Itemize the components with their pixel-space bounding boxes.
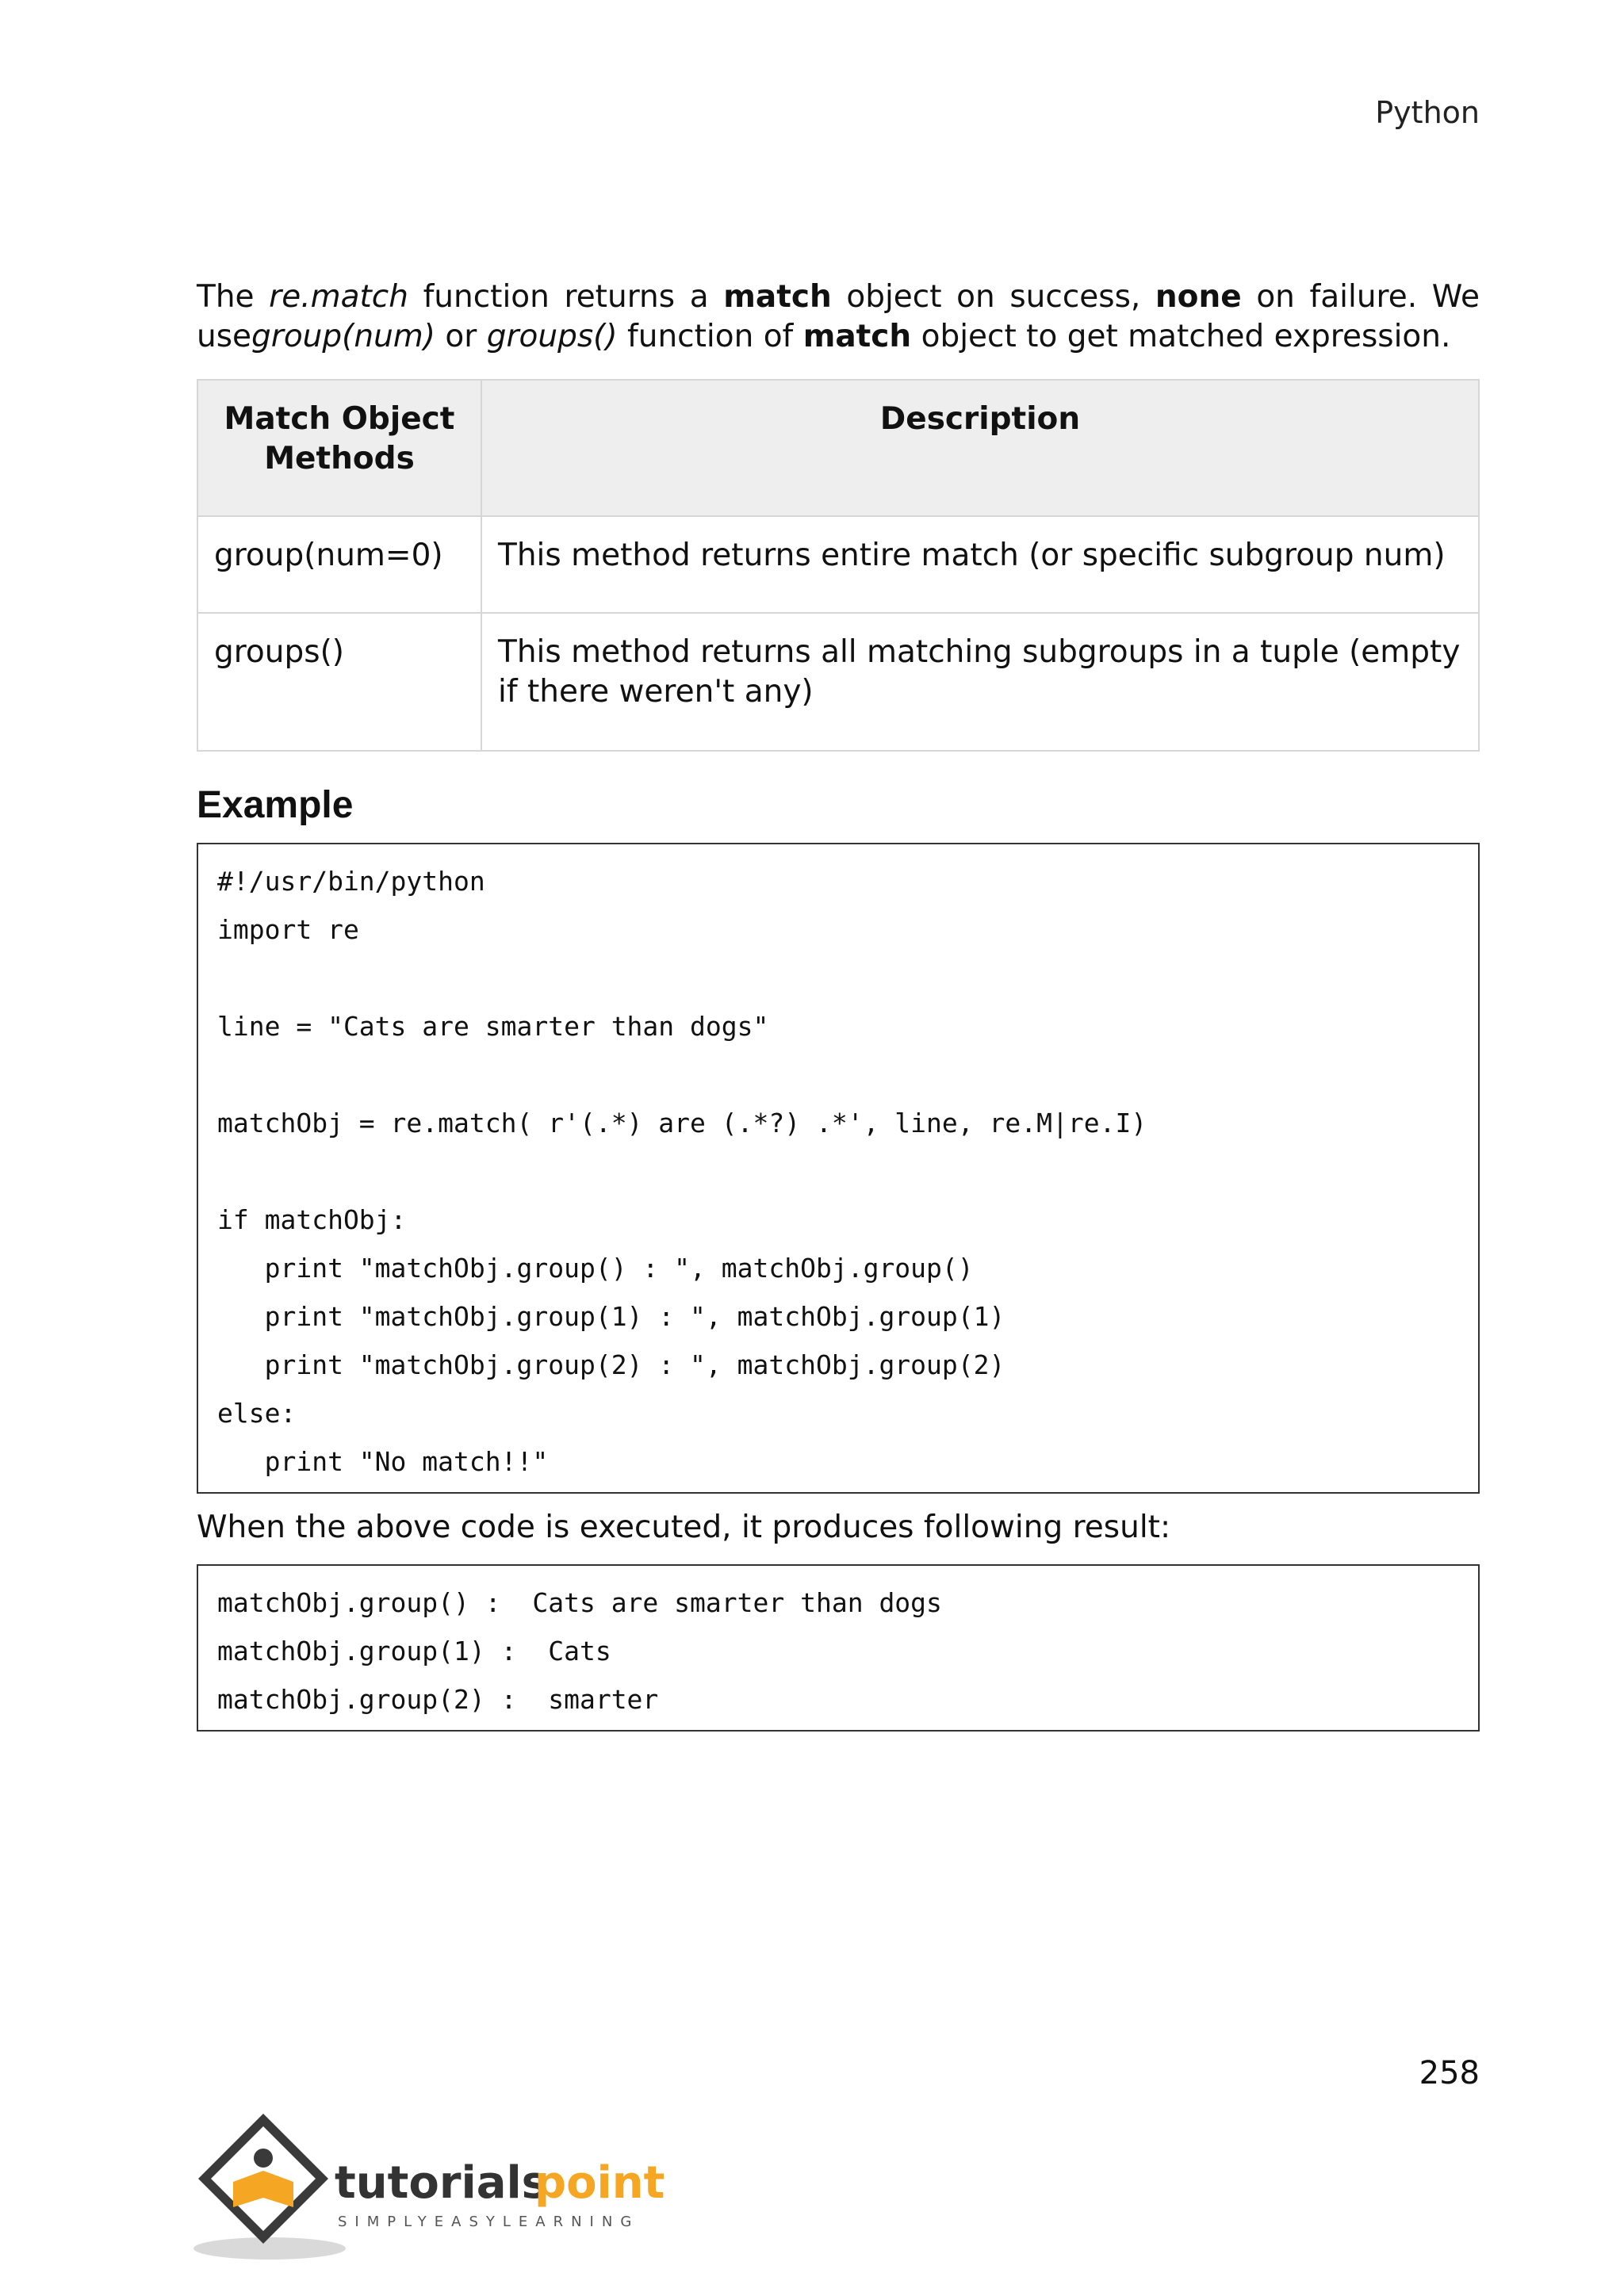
code-line: matchObj = re.match( r'(.*) are (.*?) .*', line, re.M|re.I) [217,1108,1147,1138]
table-cell-method: group(num=0) [197,516,481,613]
output-line: matchObj.group() : Cats are smarter than dogs [217,1587,942,1618]
table-row [197,516,1479,613]
table-header-row [197,380,1479,516]
person-icon [254,2149,273,2168]
code-line: print "matchObj.group(2) : ", matchObj.group(2) [217,1349,1005,1380]
code-line: #!/usr/bin/python [217,866,485,897]
page-content [197,277,1480,1732]
table-row [197,613,1479,751]
code-line [217,954,1459,1002]
logo-text-accent: point [534,2157,665,2209]
code-line: import re [217,914,359,945]
code-line: else: [217,1398,297,1429]
code-line: print "No match!!" [217,1446,549,1477]
code-line [217,1050,1459,1099]
example-heading: Example [197,784,354,826]
example-code-block [197,843,1480,1494]
table-header-methods: Match Object Methods [197,380,481,516]
result-output-block [197,1564,1480,1732]
methods-table [197,379,1480,752]
code-line: line = "Cats are smarter than dogs" [217,1011,769,1042]
logo-tagline: SIMPLYEASYLEARNING [338,2214,640,2230]
code-line: print "matchObj.group() : ", matchObj.group() [217,1253,974,1284]
intro-paragraph: The re.match function returns a match object on success, none on failure. We usegroup(num) or groups() function of match object to get matched expression. [197,279,1480,354]
table-header-description: Description [481,380,1479,516]
output-line: matchObj.group(1) : Cats [217,1636,611,1667]
code-line: if matchObj: [217,1204,407,1235]
table-cell-description: This method returns all matching subgroups in a tuple (empty if there weren't any) [481,613,1479,751]
logo-text-main: tutorials [335,2157,549,2209]
result-intro-text: When the above code is executed, it produces following result: [197,1510,1171,1545]
code-line [217,1147,1459,1196]
page-number: 258 [1419,2055,1480,2091]
code-line: print "matchObj.group(1) : ", matchObj.group(1) [217,1301,1005,1332]
table-cell-description: This method returns entire match (or specific subgroup num) [481,516,1479,613]
output-line: matchObj.group(2) : smarter [217,1684,659,1715]
logo-shadow [193,2237,346,2260]
page-header-title: Python [1375,95,1480,130]
table-cell-method: groups() [197,613,481,751]
tutorialspoint-logo [193,2109,701,2267]
